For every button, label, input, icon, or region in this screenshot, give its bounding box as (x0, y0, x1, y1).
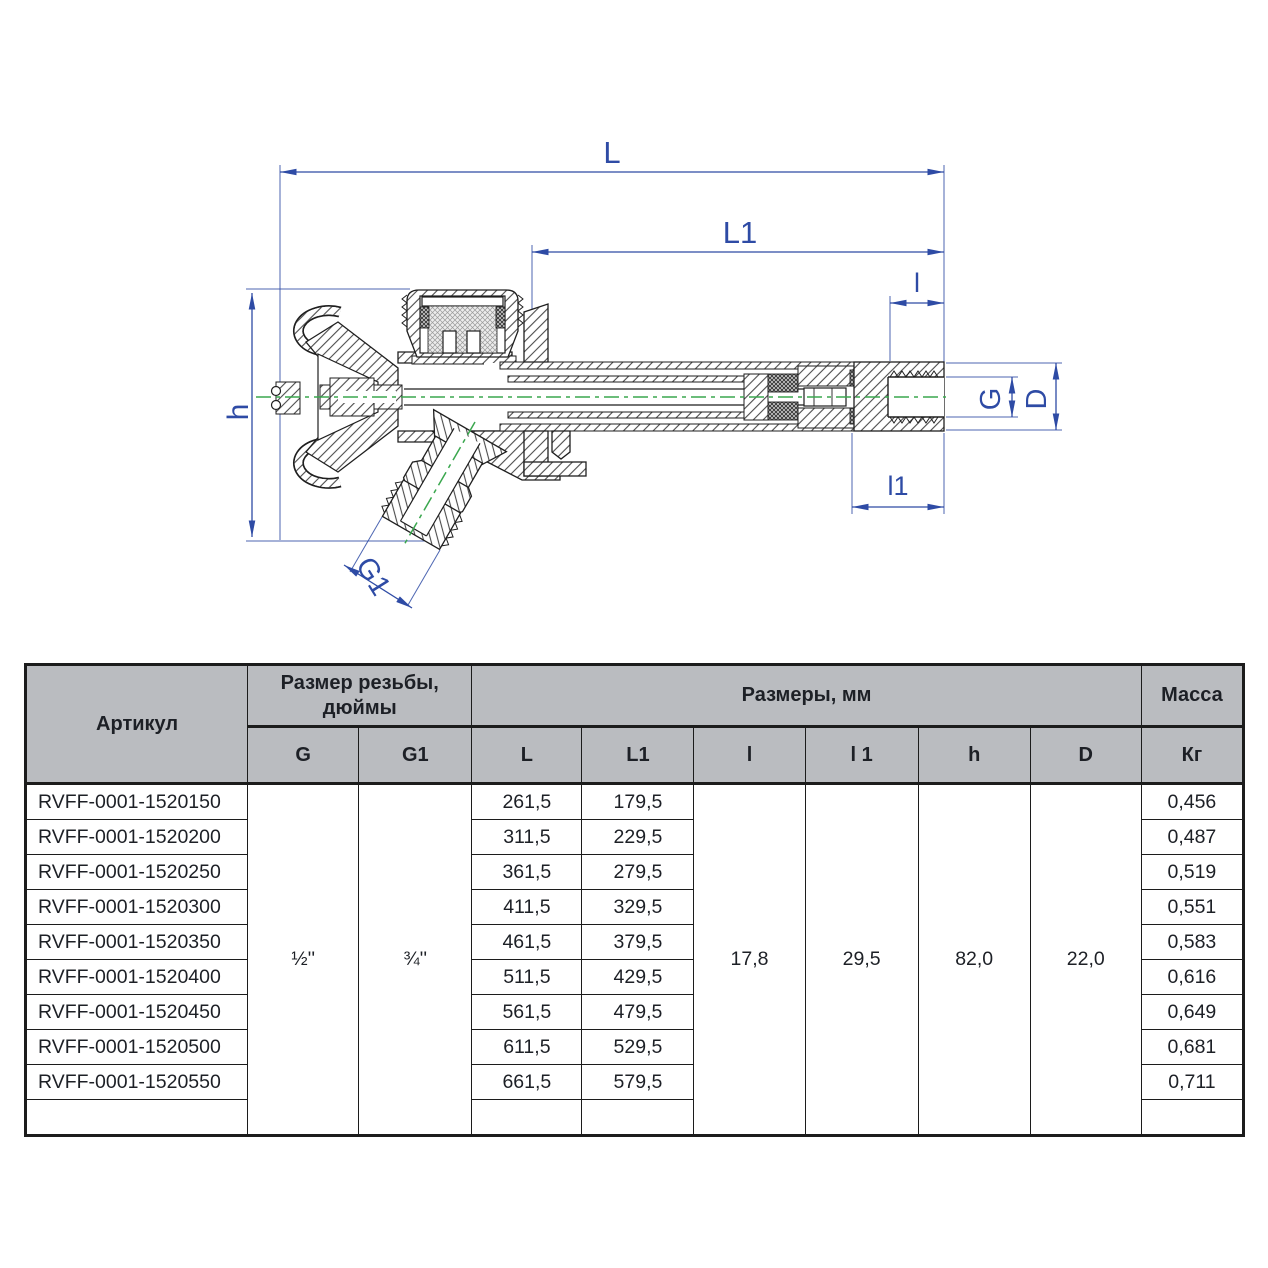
cell-kg: 0,649 (1141, 995, 1243, 1030)
cell-article: RVFF-0001-1520250 (26, 855, 248, 890)
cell-kg: 0,551 (1141, 890, 1243, 925)
dimension-label-G: G (975, 387, 1007, 411)
col-header-kg: Кг (1141, 727, 1243, 784)
cell-article: RVFF-0001-1520300 (26, 890, 248, 925)
cell-L: 261,5 (472, 784, 582, 820)
cell-thread-G: ½'' (248, 784, 359, 1136)
cell-L: 561,5 (472, 995, 582, 1030)
cell-D: 22,0 (1030, 784, 1141, 1136)
cell-kg (1141, 1100, 1243, 1136)
cell-kg: 0,583 (1141, 925, 1243, 960)
spec-table (24, 663, 1245, 1137)
cell-L1: 529,5 (582, 1030, 694, 1065)
cell-L1: 579,5 (582, 1065, 694, 1100)
cell-L1: 479,5 (582, 995, 694, 1030)
cell-L (472, 1100, 582, 1136)
col-group-dimensions: Размеры, мм (472, 665, 1141, 727)
table-header-groups (26, 665, 1244, 727)
col-group-thread: Размер резьбы, дюймы (248, 665, 472, 727)
col-header-D: D (1030, 727, 1141, 784)
cell-kg: 0,711 (1141, 1065, 1243, 1100)
col-header-G1: G1 (359, 727, 472, 784)
col-group-mass: Масса (1141, 665, 1243, 727)
valve-section-view (256, 290, 946, 566)
vacuum-breaker-cap (402, 290, 523, 357)
cell-article: RVFF-0001-1520150 (26, 784, 248, 820)
col-header-l1: l 1 (805, 727, 918, 784)
cell-kg: 0,487 (1141, 820, 1243, 855)
cell-L1: 229,5 (582, 820, 694, 855)
cell-L1: 329,5 (582, 890, 694, 925)
cell-article: RVFF-0001-1520400 (26, 960, 248, 995)
cell-article: RVFF-0001-1520500 (26, 1030, 248, 1065)
cell-L: 661,5 (472, 1065, 582, 1100)
cell-article: RVFF-0001-1520350 (26, 925, 248, 960)
cell-article: RVFF-0001-1520200 (26, 820, 248, 855)
dimension-label-L1: L1 (722, 215, 758, 250)
cell-L: 411,5 (472, 890, 582, 925)
cell-l1: 29,5 (805, 784, 918, 1136)
col-header-L: L (472, 727, 582, 784)
cell-l: 17,8 (694, 784, 805, 1136)
col-header-l: l (694, 727, 805, 784)
cell-kg: 0,616 (1141, 960, 1243, 995)
col-header-L1: L1 (582, 727, 694, 784)
table-row (26, 784, 1244, 820)
col-header-article: Артикул (26, 665, 248, 784)
cell-L: 611,5 (472, 1030, 582, 1065)
cell-L1: 429,5 (582, 960, 694, 995)
cell-L1: 179,5 (582, 784, 694, 820)
cell-article: RVFF-0001-1520450 (26, 995, 248, 1030)
cell-kg: 0,681 (1141, 1030, 1243, 1065)
cell-kg: 0,519 (1141, 855, 1243, 890)
col-header-h: h (918, 727, 1030, 784)
cell-L1: 379,5 (582, 925, 694, 960)
cell-L1 (582, 1100, 694, 1136)
dimension-label-L: L (603, 135, 621, 170)
dimension-label-l: l (914, 268, 920, 298)
cell-L1: 279,5 (582, 855, 694, 890)
dimension-label-G1: G1 (349, 551, 397, 602)
col-header-G: G (248, 727, 359, 784)
dimension-label-D: D (1021, 388, 1053, 410)
dimension-label-l1: l1 (887, 471, 909, 501)
cell-h: 82,0 (918, 784, 1030, 1136)
cell-L: 361,5 (472, 855, 582, 890)
cell-kg: 0,456 (1141, 784, 1243, 820)
cell-article: RVFF-0001-1520550 (26, 1065, 248, 1100)
cell-L: 461,5 (472, 925, 582, 960)
dimension-label-h: h (222, 403, 255, 421)
cell-article (26, 1100, 248, 1136)
cell-thread-G1: ¾'' (359, 784, 472, 1136)
cell-L: 311,5 (472, 820, 582, 855)
cell-L: 511,5 (472, 960, 582, 995)
